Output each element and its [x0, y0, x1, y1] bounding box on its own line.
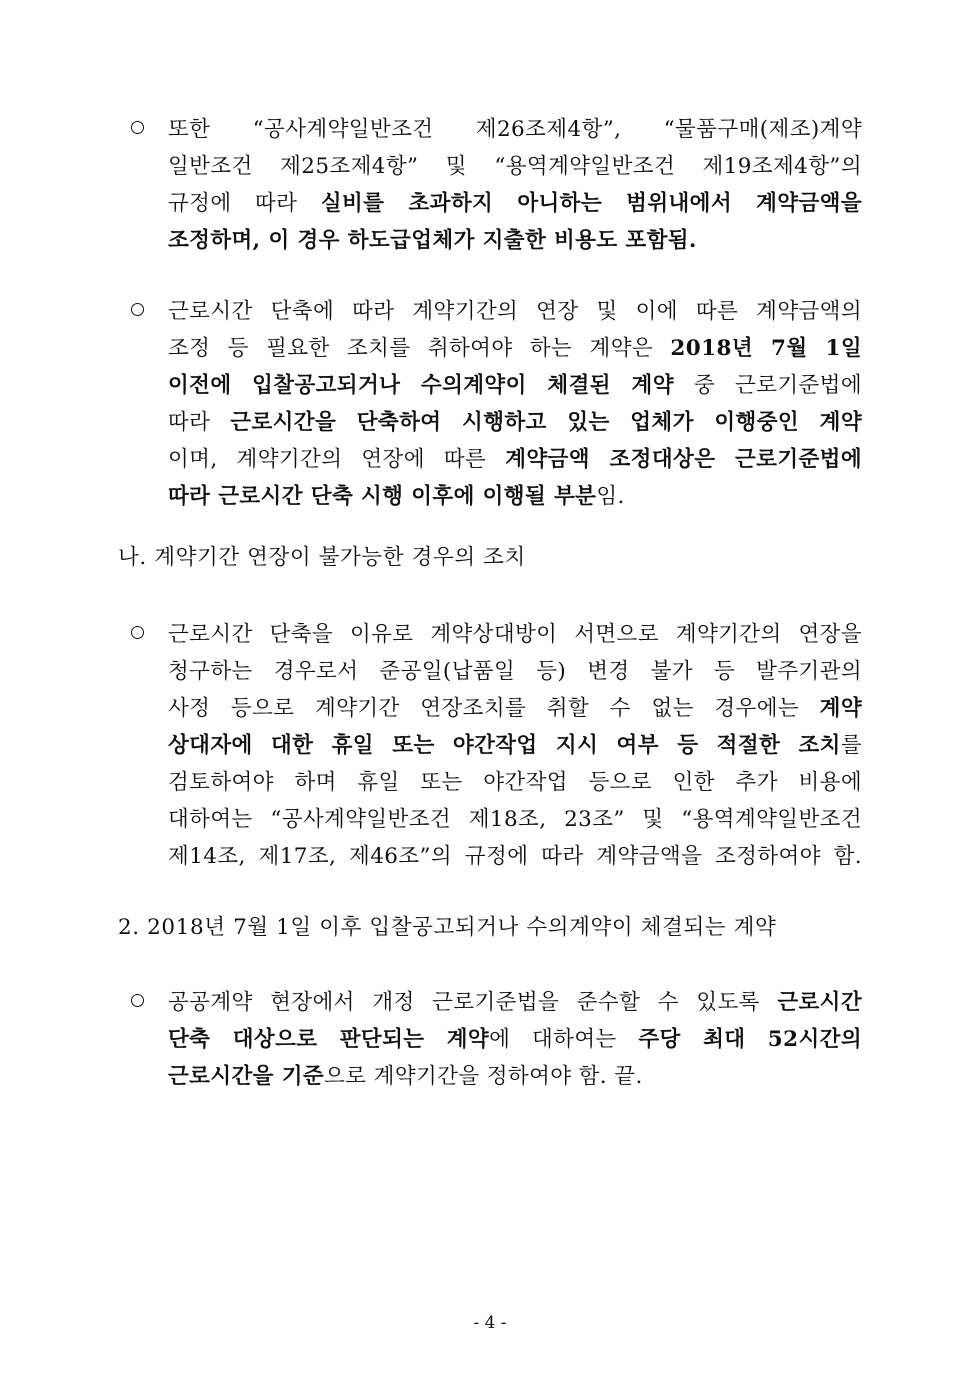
- paragraph-line: 규정에 따라 실비를 초과하지 아니하는 범위내에서 계약금액을: [168, 191, 862, 216]
- paragraph-line: 이전에 입찰공고되거나 수의계약이 체결된 계약 중 근로기준법에: [168, 373, 862, 398]
- section-heading: 나. 계약기간 연장이 불가능한 경우의 조치: [118, 545, 526, 570]
- paragraph-line: 제14조, 제17조, 제46조”의 규정에 따라 계약금액을 조정하여야 함.: [168, 844, 862, 869]
- paragraph-line: 단축 대상으로 판단되는 계약에 대하여는 주당 최대 52시간의: [168, 1027, 862, 1052]
- paragraph-line: 이며, 계약기간의 연장에 따른 계약금액 조정대상은 근로기준법에: [168, 447, 863, 472]
- paragraph-line: 또한 “공사계약일반조건 제26조제4항”, “물품구매(제조)계약: [168, 117, 862, 142]
- paragraph-line: 상대자에 대한 휴일 또는 야간작업 지시 여부 등 적절한 조치를: [168, 733, 862, 758]
- paragraph-line: 조정하며, 이 경우 하도급업체가 지출한 비용도 포함됨.: [168, 228, 697, 253]
- circle-bullet-icon: [131, 121, 144, 134]
- paragraph-line: 근로시간 단축에 따라 계약기간의 연장 및 이에 따른 계약금액의: [168, 299, 862, 324]
- paragraph-line: 대하여는 “공사계약일반조건 제18조, 23조” 및 “용역계약일반조건: [168, 807, 862, 832]
- circle-bullet-icon: [131, 626, 144, 639]
- paragraph-line: 조정 등 필요한 조치를 취하여야 하는 계약은 2018년 7월 1일: [168, 336, 863, 361]
- paragraph-line: 일반조건 제25조제4항” 및 “용역계약일반조건 제19조제4항”의: [168, 154, 862, 179]
- paragraph-line: 공공계약 현장에서 개정 근로기준법을 준수할 수 있도록 근로시간: [168, 990, 862, 1015]
- circle-bullet-icon: [131, 303, 144, 316]
- paragraph-line: 청구하는 경우로서 준공일(납품일 등) 변경 불가 등 발주기관의: [168, 659, 862, 684]
- circle-bullet-icon: [131, 994, 144, 1007]
- paragraph-line: 따라 근로시간을 단축하여 시행하고 있는 업체가 이행중인 계약: [168, 410, 862, 435]
- page-number: - 4 -: [473, 1313, 507, 1333]
- paragraph-line: 사정 등으로 계약기간 연장조치를 취할 수 없는 경우에는 계약: [168, 696, 862, 721]
- paragraph-line: 근로시간을 기준으로 계약기간을 정하여야 함. 끝.: [168, 1064, 643, 1089]
- paragraph-line: 검토하여야 하며 휴일 또는 야간작업 등으로 인한 추가 비용에: [168, 770, 862, 795]
- section-heading: 2. 2018년 7월 1일 이후 입찰공고되거나 수의계약이 체결되는 계약: [118, 915, 777, 940]
- paragraph-line: 따라 근로시간 단축 시행 이후에 이행될 부분임.: [168, 484, 625, 509]
- paragraph-line: 근로시간 단축을 이유로 계약상대방이 서면으로 계약기간의 연장을: [168, 622, 862, 647]
